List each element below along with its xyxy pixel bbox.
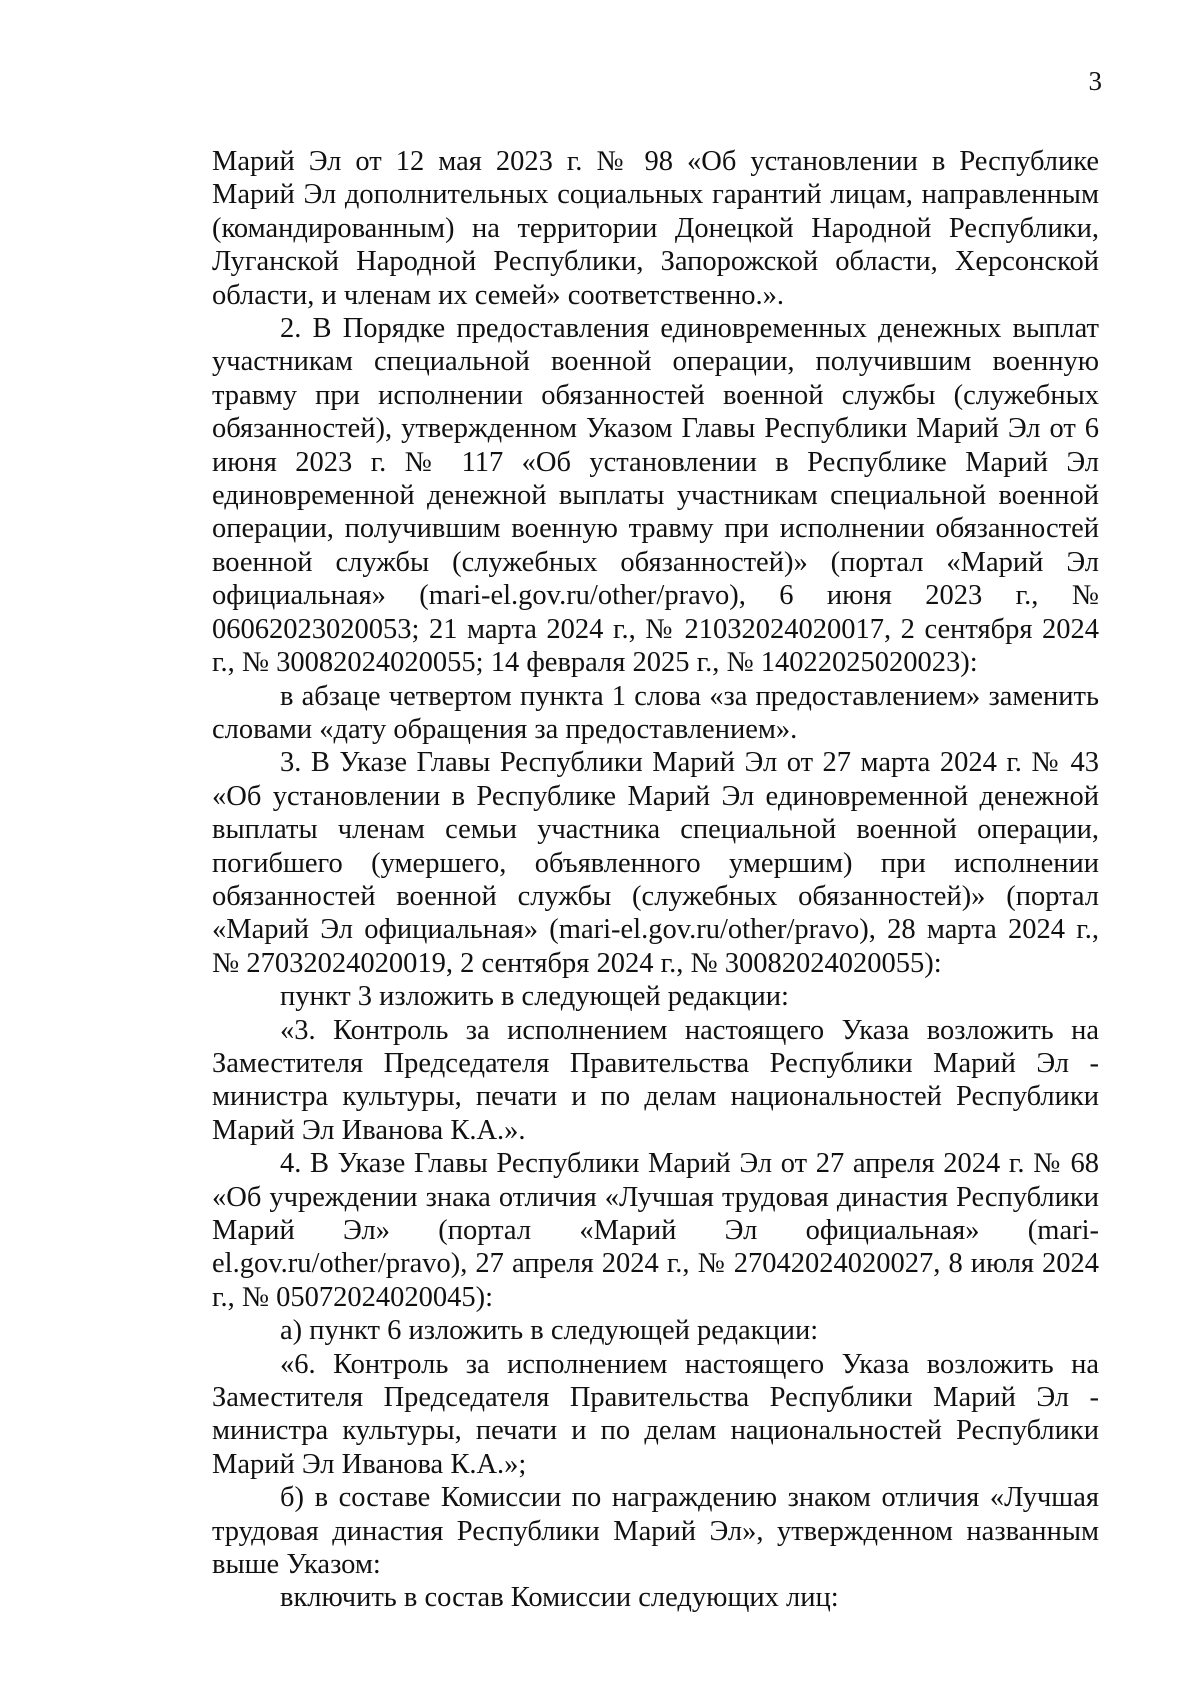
paragraph-item-3: 3. В Указе Главы Республики Марий Эл от 27 марта 2024 г. № 43 «Об установлении в Республике Марий Эл единовременной денежной выплаты членам семьи участника специальной военной операции, погибшего (умершего, объявленного умершим) при исполнении обязанностей военной службы (служебных обязанностей)» (портал «Марий Эл официальная» (mari-el.gov.ru/other/pravo), 28 марта 2024 г., № 27032024020019, 2 сентября 2024 г., № 30082024020055): — [212, 747, 1099, 979]
document-body — [212, 145, 1099, 1615]
paragraph-item-4: 4. В Указе Главы Республики Марий Эл от 27 апреля 2024 г. № 68 «Об учреждении знака отличия «Лучшая трудовая династия Республики Марий Эл» (портал «Марий Эл официальная» (mari-el.gov.ru/other/pravo), 27 апреля 2024 г., № 27042024020027, 8 июля 2024 г., № 05072024020045): — [212, 1148, 1099, 1313]
paragraph-item-4a-new-text: «6. Контроль за исполнением настоящего Указа возложить на Заместителя Председателя Правительства Республики Марий Эл - министра культуры, печати и по делам национальностей Республики Марий Эл Иванова К.А.»; — [212, 1348, 1099, 1480]
page-number: 3 — [1088, 66, 1102, 96]
paragraph-continuation: Марий Эл от 12 мая 2023 г. № 98 «Об установлении в Республике Марий Эл дополнительных социальных гарантий лицам, направленным (командированным) на территории Донецкой Народной Республики, Луганской Народной Республики, Запорожской области, Херсонской области, и членам их семей» соответственно.». — [212, 146, 1099, 311]
paragraph-item-3-instruction: пункт 3 изложить в следующей редакции: — [280, 981, 789, 1013]
paragraph-item-4b-include: включить в состав Комиссии следующих лиц: — [280, 1582, 839, 1614]
paragraph-item-2-change: в абзаце четвертом пункта 1 слова «за предоставлением» заменить словами «дату обращения за предоставлением». — [212, 680, 1099, 745]
paragraph-item-4b: б) в составе Комиссии по награждению знаком отличия «Лучшая трудовая династия Республики Марий Эл», утвержденном названным выше Указом: — [212, 1482, 1099, 1581]
paragraph-item-4a: а) пункт 6 изложить в следующей редакции: — [280, 1315, 819, 1347]
paragraph-item-2: 2. В Порядке предоставления единовременных денежных выплат участникам специальной военной операции, получившим военную травму при исполнении обязанностей военной службы (служебных обязанностей), утвержденном Указом Главы Республики Марий Эл от 6 июня 2023 г. № 117 «Об установлении в Республике Марий Эл единовременной денежной выплаты участникам специальной военной операции, получившим военную травму при исполнении обязанностей военной службы (служебных обязанностей)» (портал «Марий Эл официальная» (mari-el.gov.ru/other/pravo), 6 июня 2023 г., № 06062023020053; 21 марта 2024 г., № 21032024020017, 2 сентября 2024 г., № 30082024020055; 14 февраля 2025 г., № 14022025020023): — [212, 313, 1099, 679]
paragraph-item-3-new-text: «3. Контроль за исполнением настоящего Указа возложить на Заместителя Председателя Правительства Республики Марий Эл - министра культуры, печати и по делам национальностей Республики Марий Эл Иванова К.А.». — [212, 1014, 1099, 1146]
